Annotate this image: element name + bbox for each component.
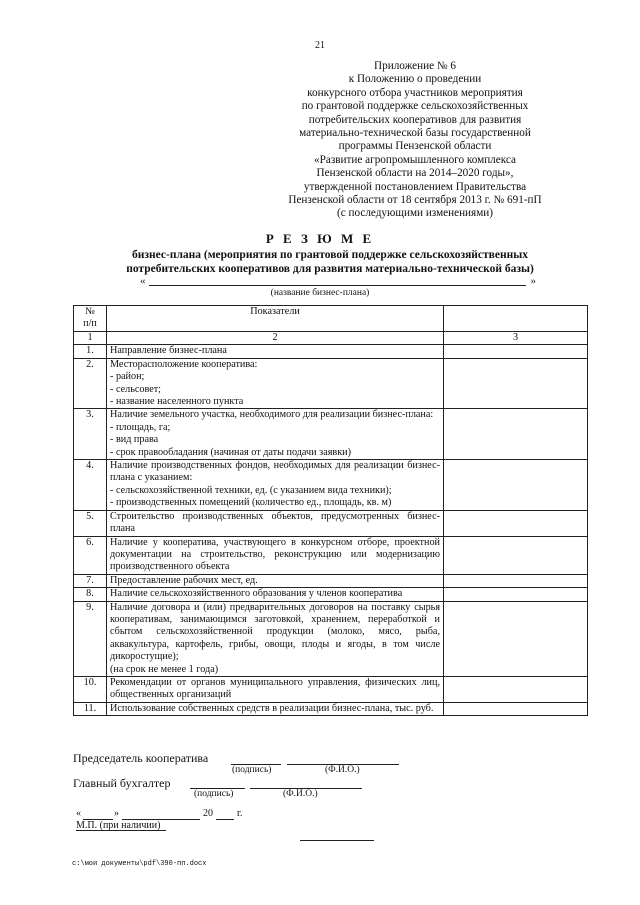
appendix-line: «Развитие агропромышленного комплекса	[314, 153, 516, 166]
indicator-line: - площадь, га;	[110, 421, 171, 433]
business-plan-name-field[interactable]	[140, 275, 536, 289]
row-indicator	[107, 510, 444, 536]
table-row	[74, 574, 588, 587]
indicator-line: - срок правообладания (начиная от даты подачи заявки)	[110, 446, 352, 458]
indicator-line: Наличие сельскохозяйственного образования у членов кооператива	[110, 588, 403, 600]
indicator-line: - вид права	[110, 434, 159, 446]
appendix-line: утвержденной постановлением Правительства	[303, 180, 527, 193]
header-value	[444, 306, 588, 332]
row-value-cell[interactable]	[444, 409, 588, 460]
indicator-line: Использование собственных средств в реализации бизнес-плана, тыс. руб.	[110, 702, 434, 714]
appendix-line: материально-технической базы государственной	[299, 127, 531, 140]
appendix-line: Приложение № 6	[374, 60, 456, 72]
indicators-table	[73, 305, 588, 716]
appendix-line: программы Пензенской области	[338, 140, 492, 153]
table-header-row	[74, 306, 588, 332]
appendix-line: конкурсного отбора участников мероприятия	[307, 86, 523, 99]
row-value-cell[interactable]	[444, 588, 588, 601]
row-value-cell[interactable]	[444, 536, 588, 574]
indicator-line: Наличие у кооператива, участвующего в конкурсном отборе, проектной документации на строительство, реконструкцию или модернизацию производственного объекта	[110, 536, 440, 573]
indicator-line: - название населенного пункта	[110, 396, 244, 408]
indicator-line: Предоставление рабочих мест, ед.	[110, 574, 258, 586]
table-row	[74, 345, 588, 358]
row-value-cell[interactable]	[444, 510, 588, 536]
indicator-line: - сельскохозяйственной техники, ед. (с указанием вида техники);	[110, 484, 392, 496]
business-plan-name-caption: (название бизнес-плана)	[270, 288, 370, 298]
table-row	[74, 676, 588, 702]
resume-subtitle-line: бизнес-плана (мероприятия по грантовой поддержке сельскохозяйственных	[132, 249, 528, 261]
indicator-line: Направление бизнес-плана	[110, 345, 227, 357]
page-number: 21	[315, 40, 325, 51]
table-row	[74, 460, 588, 511]
name-underline	[149, 285, 526, 286]
table-row	[74, 601, 588, 676]
footer-divider	[300, 840, 374, 841]
row-value-cell[interactable]	[444, 358, 588, 409]
numbering-cell-1: 1	[74, 332, 107, 345]
file-path: c:\мои документы\pdf\390-пп.docx	[72, 860, 207, 868]
table-row	[74, 588, 588, 601]
row-number: 11.	[74, 702, 107, 715]
table-row	[74, 409, 588, 460]
row-indicator	[107, 409, 444, 460]
row-indicator	[107, 460, 444, 511]
date-year-prefix: 20	[203, 808, 213, 819]
row-number: 9.	[74, 601, 107, 676]
accountant-label: Главный бухгалтер	[73, 776, 171, 790]
indicator-line: Рекомендации от органов муниципального управления, физических лиц, общественных организаций	[110, 676, 440, 701]
row-value-cell[interactable]	[444, 460, 588, 511]
table-numbering-row	[74, 332, 588, 345]
row-indicator	[107, 536, 444, 574]
row-indicator	[107, 702, 444, 715]
row-indicator	[107, 676, 444, 702]
chairman-signature-caption: (подпись)	[232, 765, 272, 775]
row-number: 4.	[74, 460, 107, 511]
header-indicators: Показатели	[107, 306, 444, 332]
row-number: 5.	[74, 510, 107, 536]
indicator-line: - производственных помещений (количество ед., площадь, кв. м)	[110, 497, 392, 509]
indicator-line: Строительство производственных объектов, предусмотренных бизнес-плана	[110, 510, 440, 535]
table-row	[74, 358, 588, 409]
row-value-cell[interactable]	[444, 676, 588, 702]
numbering-cell-3: 3	[444, 332, 588, 345]
indicator-line: Наличие производственных фондов, необходимых для реализации бизнес-плана с указанием:	[110, 460, 440, 484]
appendix-line: (с последующими изменениями)	[337, 207, 493, 220]
indicator-line: - сельсовет;	[110, 383, 162, 395]
appendix-line: по грантовой поддержке сельскохозяйственных	[301, 100, 529, 113]
row-number: 2.	[74, 358, 107, 409]
indicator-line: Наличие земельного участка, необходимого для реализации бизнес-плана:	[110, 409, 434, 421]
indicator-line: (на срок не менее 1 года)	[110, 663, 219, 675]
header-num-line-1: №	[85, 306, 95, 317]
date-close-quote: »	[114, 808, 119, 819]
resume-subtitle	[60, 248, 600, 276]
chairman-name-caption: (Ф.И.О.)	[325, 765, 360, 775]
header-num-line-2: п/п	[83, 318, 97, 330]
resume-subtitle-line: потребительских кооперативов для развития материально-технической базы)	[126, 263, 534, 275]
open-quote: «	[140, 275, 146, 287]
row-number: 1.	[74, 345, 107, 358]
row-value-cell[interactable]	[444, 601, 588, 676]
accountant-signature-caption: (подпись)	[194, 789, 234, 799]
table-row	[74, 510, 588, 536]
appendix-line: Пензенской области на 2014–2020 годы»,	[316, 167, 514, 180]
row-number: 8.	[74, 588, 107, 601]
indicator-line: - район;	[110, 371, 145, 383]
indicator-line: Месторасположение кооператива:	[110, 358, 258, 370]
appendix-header	[270, 60, 560, 221]
numbering-cell-2: 2	[107, 332, 444, 345]
row-indicator	[107, 358, 444, 409]
row-indicator	[107, 601, 444, 676]
row-number: 10.	[74, 676, 107, 702]
row-indicator	[107, 588, 444, 601]
indicator-line: Наличие договора и (или) предварительных договоров на поставку сырья кооперативам, занимающимся заготовкой, хранением, переработкой и сбытом сельскохозяйственной продукции (молоко, мясо, рыба, аквакультура, картофель, грибы, овощи, плоды и ягоды, в том числе дикоростущие);	[110, 601, 440, 663]
appendix-line: к Положению о проведении	[348, 73, 482, 86]
date-year-suffix: г.	[237, 808, 243, 819]
row-value-cell[interactable]	[444, 345, 588, 358]
stamp-underline	[76, 830, 166, 831]
accountant-name-caption: (Ф.И.О.)	[283, 789, 318, 799]
stamp-label: М.П. (при наличии)	[76, 820, 161, 831]
header-num	[74, 306, 107, 332]
row-indicator	[107, 574, 444, 587]
table-row	[74, 536, 588, 574]
table-row	[74, 702, 588, 715]
appendix-line: Пензенской области от 18 сентября 2013 г. № 691-пП	[288, 194, 542, 207]
chairman-label: Председатель кооператива	[73, 751, 209, 765]
row-indicator	[107, 345, 444, 358]
date-year-line	[216, 819, 234, 820]
close-quote: »	[530, 275, 536, 287]
appendix-line: потребительских кооперативов для развития	[308, 113, 522, 126]
row-value-cell[interactable]	[444, 702, 588, 715]
resume-title: Р Е З Ю М Е	[265, 231, 375, 246]
date-open-quote: «	[76, 808, 81, 819]
row-value-cell[interactable]	[444, 574, 588, 587]
row-number: 7.	[74, 574, 107, 587]
row-number: 3.	[74, 409, 107, 460]
row-number: 6.	[74, 536, 107, 574]
